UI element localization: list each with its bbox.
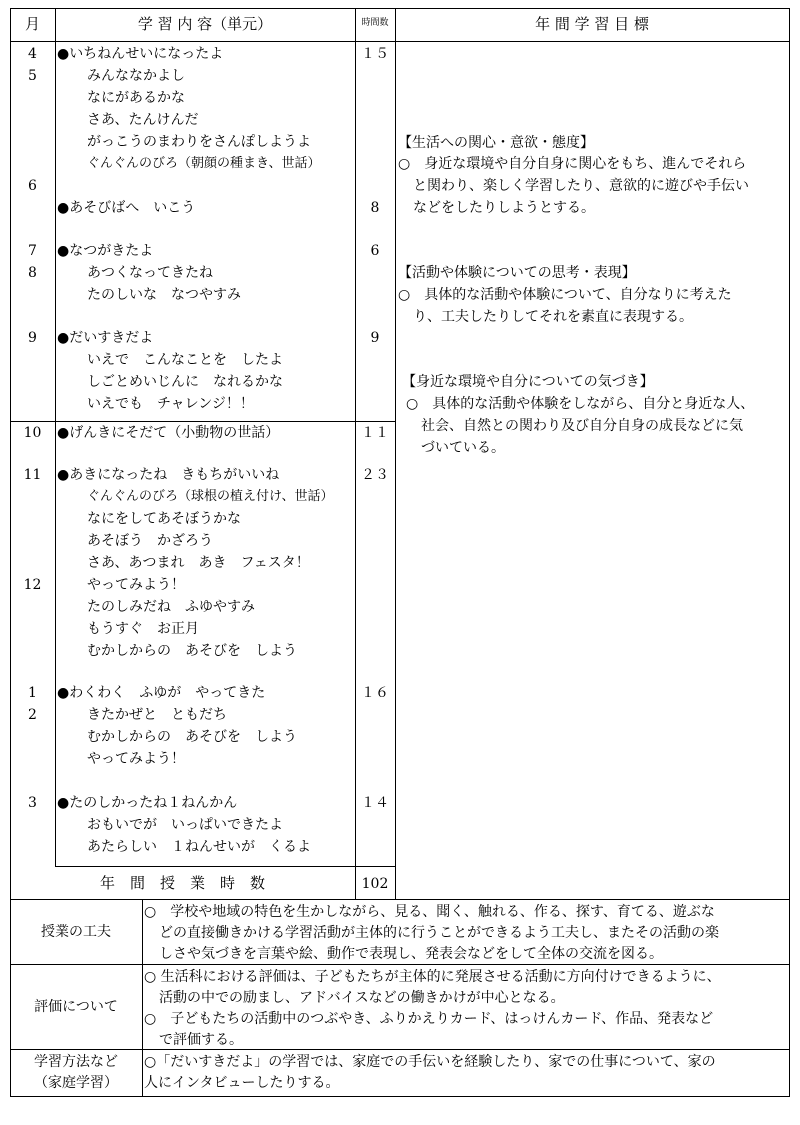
unit-item: あそぼう かざろう (87, 533, 213, 549)
unit-item: いえで こんなことを したよ (87, 352, 283, 368)
month-label: 10 (23, 425, 42, 441)
unit-item: やってみよう！ (87, 577, 185, 593)
unit-item: あたらしい １ねんせいが くるよ (87, 839, 311, 855)
goal-line: などをしたりしようとする。 (413, 200, 595, 216)
unit-item: やってみよう！ (87, 751, 185, 767)
unit-item: みんななかよし (87, 68, 185, 84)
month-label: 5 (28, 68, 37, 84)
border-line (355, 8, 356, 900)
note-line: しさや気づきを言葉や絵、動作で表現し、発表会などをして全体の交流を図る。 (159, 946, 663, 962)
header-goals: 年 間 学 習 目 標 (535, 15, 649, 33)
unit-item: がっこうのまわりをさんぽしようよ (87, 134, 311, 150)
note-line: ○「だいすきだよ」の学習では、家庭での手伝いを経験したり、家での仕事について、家の (144, 1054, 716, 1070)
month-label: 7 (28, 243, 37, 259)
unit-item: ぐんぐんのびろ（朝顔の種まき、世話） (87, 156, 321, 171)
unit-item: むかしからの あそびを しよう (87, 729, 297, 745)
unit-item: もうすぐ お正月 (87, 621, 199, 637)
note-line: 人にインタビューしたりする。 (144, 1075, 340, 1091)
unit-item: きたかぜと ともだち (87, 707, 227, 723)
border-line (10, 899, 790, 900)
total-hours-value: 102 (361, 876, 389, 892)
header-content: 学 習 内 容（単元） (137, 15, 273, 33)
unit-item: あつくなってきたね (87, 265, 213, 281)
unit-hours: １５ (361, 46, 389, 62)
border-line (55, 8, 56, 867)
month-label: 9 (28, 330, 37, 346)
unit-hours: ２３ (361, 467, 389, 483)
month-label: 4 (28, 46, 37, 62)
unit-item: しごとめいじんに なれるかな (87, 374, 283, 390)
note-line: ○ 学校や地域の特色を生かしながら、見る、聞く、触れる、作る、探す、育てる、遊ぶな (144, 904, 715, 920)
note-line: で評価する。 (159, 1032, 243, 1048)
note-line: ○ 生活科における評価は、子どもたちが主体的に発展させる活動に方向付けできるように、 (144, 969, 721, 985)
unit-hours: 9 (370, 330, 380, 346)
header-hours: 時間数 (361, 18, 389, 28)
border-line (10, 1096, 790, 1097)
unit-item: さあ、あつまれ あき フェスタ！ (87, 555, 310, 571)
border-line (10, 421, 395, 422)
goal-line: づいている。 (421, 440, 505, 456)
goal-line: ○ 具体的な活動や体験をしながら、自分と身近な人、 (406, 396, 755, 412)
month-label: 11 (23, 467, 42, 483)
border-line (10, 41, 790, 42)
goal-heading: 【活動や体験についての思考・表現】 (398, 265, 636, 281)
month-label: 1 (28, 685, 37, 701)
unit-item: たのしみだね ふゆやすみ (87, 599, 255, 615)
border-line (395, 8, 396, 900)
goal-line: ○ 具体的な活動や体験について、自分なりに考えた (398, 287, 732, 303)
month-label: 2 (28, 707, 37, 723)
unit-title: ●あそびばへ いこう (57, 200, 196, 216)
unit-hours: 6 (370, 243, 380, 259)
unit-item: なにがあるかな (87, 90, 185, 106)
unit-item: さあ、たんけんだ (87, 112, 199, 128)
goal-line: 社会、自然との関わり及び自分自身の成長などに気 (421, 418, 743, 434)
unit-hours: １６ (361, 685, 389, 701)
note-label: 評価について (34, 999, 118, 1015)
note-label: 学習方法など (34, 1054, 118, 1070)
unit-hours: １１ (361, 425, 389, 441)
unit-hours: 8 (370, 200, 380, 216)
border-line (142, 899, 143, 1097)
unit-title: ●いちねんせいになったよ (57, 46, 224, 62)
goal-line: と関わり、楽しく学習したり、意欲的に遊びや手伝い (413, 178, 749, 194)
unit-title: ●げんきにそだて（小動物の世話） (57, 425, 280, 441)
note-label-sub: （家庭学習） (34, 1075, 118, 1091)
note-line: 活動の中での励まし、アドバイスなどの働きかけが中心となる。 (159, 990, 565, 1006)
border-line (10, 1049, 790, 1050)
border-line (789, 8, 790, 1097)
month-label: 8 (28, 265, 37, 281)
unit-hours: １４ (361, 795, 389, 811)
unit-item: おもいでが いっぱいできたよ (87, 817, 283, 833)
unit-item: たのしいな なつやすみ (87, 287, 241, 303)
border-line (55, 866, 395, 867)
month-label: 12 (23, 577, 42, 593)
goal-line: り、工夫したりしてそれを素直に表現する。 (413, 309, 693, 325)
goal-heading: 【身近な環境や自分についての気づき】 (402, 374, 654, 390)
border-line (10, 8, 790, 9)
unit-item: いえでも チャレンジ！！ (87, 396, 254, 412)
header-month: 月 (24, 15, 40, 33)
border-line (10, 964, 790, 965)
unit-title: ●あきになったね きもちがいいね (57, 467, 280, 483)
unit-item: なにをしてあそぼうかな (87, 511, 241, 527)
unit-item: ぐんぐんのびろ（球根の植え付け、世話） (87, 489, 334, 504)
unit-title: ●わくわく ふゆが やってきた (57, 685, 266, 701)
unit-title: ●なつがきたよ (57, 243, 154, 259)
note-line: ○ 子どもたちの活動中のつぶやき、ふりかえりカード、はっけんカード、作品、発表など (144, 1011, 714, 1027)
unit-item: むかしからの あそびを しよう (87, 643, 297, 659)
total-hours-label: 年 間 授 業 時 数 (99, 874, 265, 892)
month-label: 3 (28, 795, 37, 811)
note-line: どの直接働きかける学習活動が主体的に行うことができるよう工夫し、またその活動の楽 (159, 925, 719, 941)
note-label: 授業の工夫 (41, 924, 111, 940)
goal-line: ○ 身近な環境や自分自身に関心をもち、進んでそれら (398, 156, 747, 172)
month-label: 6 (28, 178, 37, 194)
unit-title: ●たのしかったね１ねんかん (57, 795, 238, 811)
goal-heading: 【生活への関心・意欲・態度】 (398, 135, 594, 151)
unit-title: ●だいすきだよ (57, 330, 154, 346)
